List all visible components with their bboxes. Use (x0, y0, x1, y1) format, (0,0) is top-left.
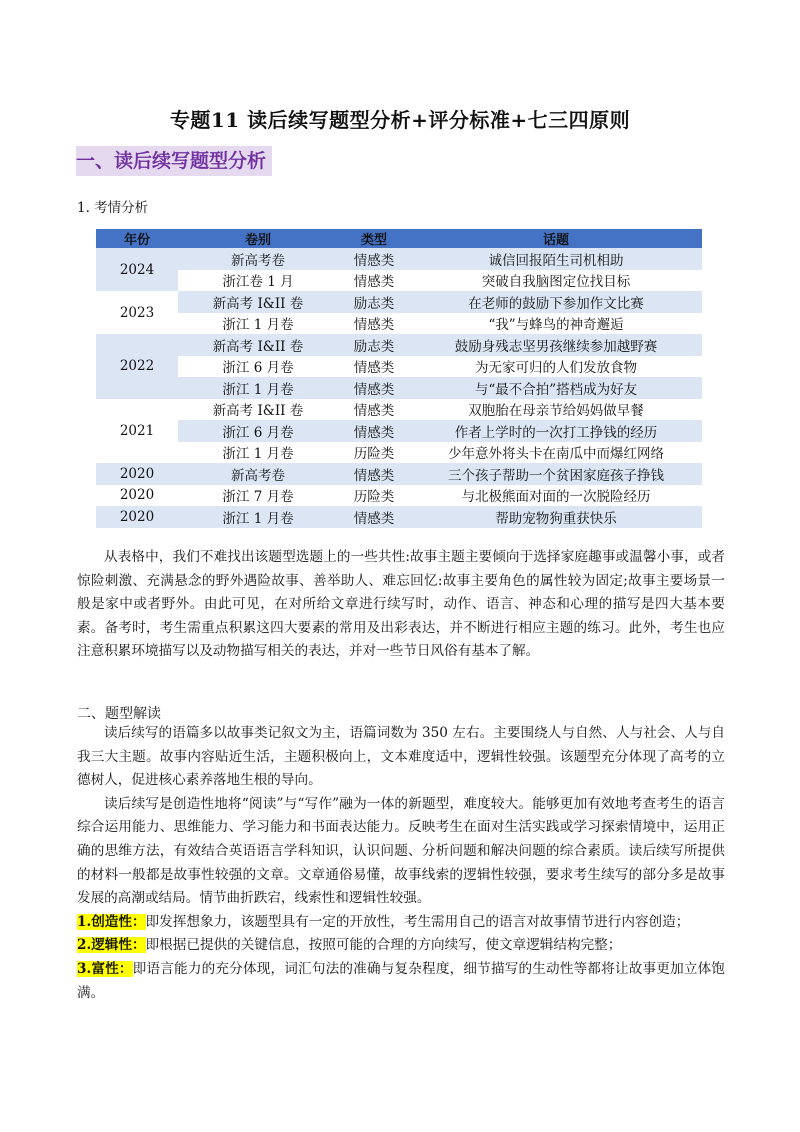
table-cell-type: 情感类 (338, 313, 410, 335)
exam-analysis-table (96, 229, 702, 528)
table-cell-topic: 与北极熊面对面的一次脱险经历 (410, 485, 702, 507)
table-row (96, 291, 702, 313)
table-cell-topic: 作者上学时的一次打工挣钱的经历 (410, 420, 702, 442)
table-cell-type: 情感类 (338, 377, 410, 399)
table-cell-type: 励志类 (338, 334, 410, 356)
point-logic (77, 934, 725, 958)
table-cell-topic: 与“最不合拍”搭档成为好友 (410, 377, 702, 399)
table-cell-paper: 浙江卷 1 月 (178, 270, 338, 292)
table-cell-type: 情感类 (338, 463, 410, 485)
table-cell-topic: 诚信回报陌生司机相助 (410, 248, 702, 270)
table-cell-year: 2024 (96, 248, 178, 291)
table-cell-topic: 三个孩子帮助一个贫困家庭孩子挣钱 (410, 463, 702, 485)
table-cell-topic: 突破自我脑图定位找目标 (410, 270, 702, 292)
table-row (96, 420, 702, 442)
page-title: 专题11 读后续写题型分析+评分标准+七三四原则 (169, 108, 631, 132)
table-cell-paper: 新高考 I&II 卷 (178, 291, 338, 313)
table-row (96, 313, 702, 335)
table-cell-paper: 浙江 7 月卷 (178, 485, 338, 507)
table-row (96, 377, 702, 399)
point-label-richness: 3.富性： (77, 960, 133, 977)
table-cell-topic: 双胞胎在母亲节给妈妈做早餐 (410, 399, 702, 421)
point-creativity (77, 911, 725, 935)
point-label-logic: 2.逻辑性： (77, 937, 146, 954)
table-header-paper: 卷别 (178, 229, 338, 248)
table-cell-year: 2023 (96, 291, 178, 334)
table-header-type: 类型 (338, 229, 410, 248)
analysis-paragraph: 从表格中，我们不难找出该题型选题上的一些共性:故事主题主要倾向于选择家庭趣事或温馨小事，或者惊险刺激、充满悬念的野外遇险故事、善举助人、难忘回忆:故事主要角色的属性较为固定;故事主要场景一般是家中或者野外。由此可见，在对所给文章进行续写时，动作、语言、神态和心理的描写是四大基本要素。备考时，考生需重点积累这四大要素的常用及出彩表达，并不断进行相应主题的练习。此外，考生也应注意积累环境描写以及动物描写相关的表达，并对一些节日风俗有基本了解。 (77, 549, 725, 660)
table-row (96, 248, 702, 270)
table-cell-type: 情感类 (338, 506, 410, 528)
table-row (96, 270, 702, 292)
table-cell-type: 历险类 (338, 442, 410, 464)
interpretation-paragraph-2: 读后续写是创造性地将“阅读”与“写作”融为一体的新题型，难度较大。能够更加有效地考查考生的语言综合运用能力、思维能力、学习能力和书面表达能力。反映考生在面对生活实践或学习探索情境中，运用正确的思维方法，有效结合英语语言学科知识，认识问题、分析问题和解决问题的综合素质。读后续写所提供的材料一般都是故事性较强的文章。文章通俗易懂，故事线索的逻辑性较强，要求考生续写的部分多是故事发展的高潮或结局。情节曲折跌宕，线索性和逻辑性较强。 (77, 795, 725, 907)
table-header-topic: 话题 (410, 229, 702, 248)
table-row (96, 485, 702, 507)
section-heading-analysis: 一、读后续写题型分析 (76, 146, 272, 176)
table-cell-paper: 浙江 1 月卷 (178, 506, 338, 528)
interpretation-paragraph-1: 读后续写的语篇多以故事类记叙文为主，语篇词数为 350 左右。主要围绕人与自然、人与社会、人与自我三大主题。故事内容贴近生活，主题积极向上，文本难度适中，逻辑性较强。该题型充分体现了高考的立德树人，促进核心素养落地生根的导向。 (77, 725, 725, 789)
table-cell-year: 2020 (96, 485, 178, 507)
table-cell-paper: 新高考卷 (178, 248, 338, 270)
table-cell-year: 2022 (96, 334, 178, 399)
table-row (96, 506, 702, 528)
table-cell-topic: 在老师的鼓励下参加作文比赛 (410, 291, 702, 313)
table-cell-paper: 新高考 I&II 卷 (178, 399, 338, 421)
point-text-richness: 即语言能力的充分体现，词汇句法的准确与复杂程度，细节描写的生动性等都将让故事更加立体饱满。 (77, 960, 725, 1001)
table-header-year: 年份 (96, 229, 178, 248)
table-row (96, 334, 702, 356)
table-cell-type: 情感类 (338, 270, 410, 292)
table-cell-topic: 少年意外将头卡在南瓜中而爆红网络 (410, 442, 702, 464)
table-cell-paper: 浙江 6 月卷 (178, 356, 338, 378)
point-richness (77, 958, 725, 1005)
table-cell-type: 情感类 (338, 399, 410, 421)
table-cell-topic: 帮助宠物狗重获快乐 (410, 506, 702, 528)
table-cell-paper: 浙江 1 月卷 (178, 442, 338, 464)
table-row (96, 399, 702, 421)
table-cell-topic: 为无家可归的人们发放食物 (410, 356, 702, 378)
point-text-logic: 即根据已提供的关键信息，按照可能的合理的方向续写，使文章逻辑结构完整； (145, 937, 622, 954)
table-cell-type: 历险类 (338, 485, 410, 507)
interpretation-block (77, 722, 725, 1005)
table-cell-paper: 浙江 6 月卷 (178, 420, 338, 442)
table-cell-topic: 鼓励身残志坚男孩继续参加越野赛 (410, 334, 702, 356)
point-text-creativity: 即发挥想象力，该题型具有一定的开放性，考生需用自己的语言对故事情节进行内容创造； (145, 913, 690, 930)
table-cell-type: 情感类 (338, 248, 410, 270)
table-row (96, 356, 702, 378)
table-cell-type: 励志类 (338, 291, 410, 313)
table-row (96, 463, 702, 485)
table-cell-type: 情感类 (338, 356, 410, 378)
table-cell-paper: 新高考卷 (178, 463, 338, 485)
table-cell-paper: 新高考 I&II 卷 (178, 334, 338, 356)
table-cell-year: 2020 (96, 463, 178, 485)
table-cell-topic: “我”与蜂鸟的神奇邂逅 (410, 313, 702, 335)
table-cell-year: 2021 (96, 399, 178, 464)
table-cell-paper: 浙江 1 月卷 (178, 377, 338, 399)
table-cell-type: 情感类 (338, 420, 410, 442)
analysis-paragraph-block (77, 546, 725, 664)
point-label-creativity: 1.创造性： (77, 913, 146, 930)
table-cell-year: 2020 (96, 506, 178, 528)
subheading-exam-analysis: 1. 考情分析 (77, 200, 149, 216)
section-heading-interpretation: 二、题型解读 (77, 706, 161, 722)
table-row (96, 442, 702, 464)
table-cell-paper: 浙江 1 月卷 (178, 313, 338, 335)
